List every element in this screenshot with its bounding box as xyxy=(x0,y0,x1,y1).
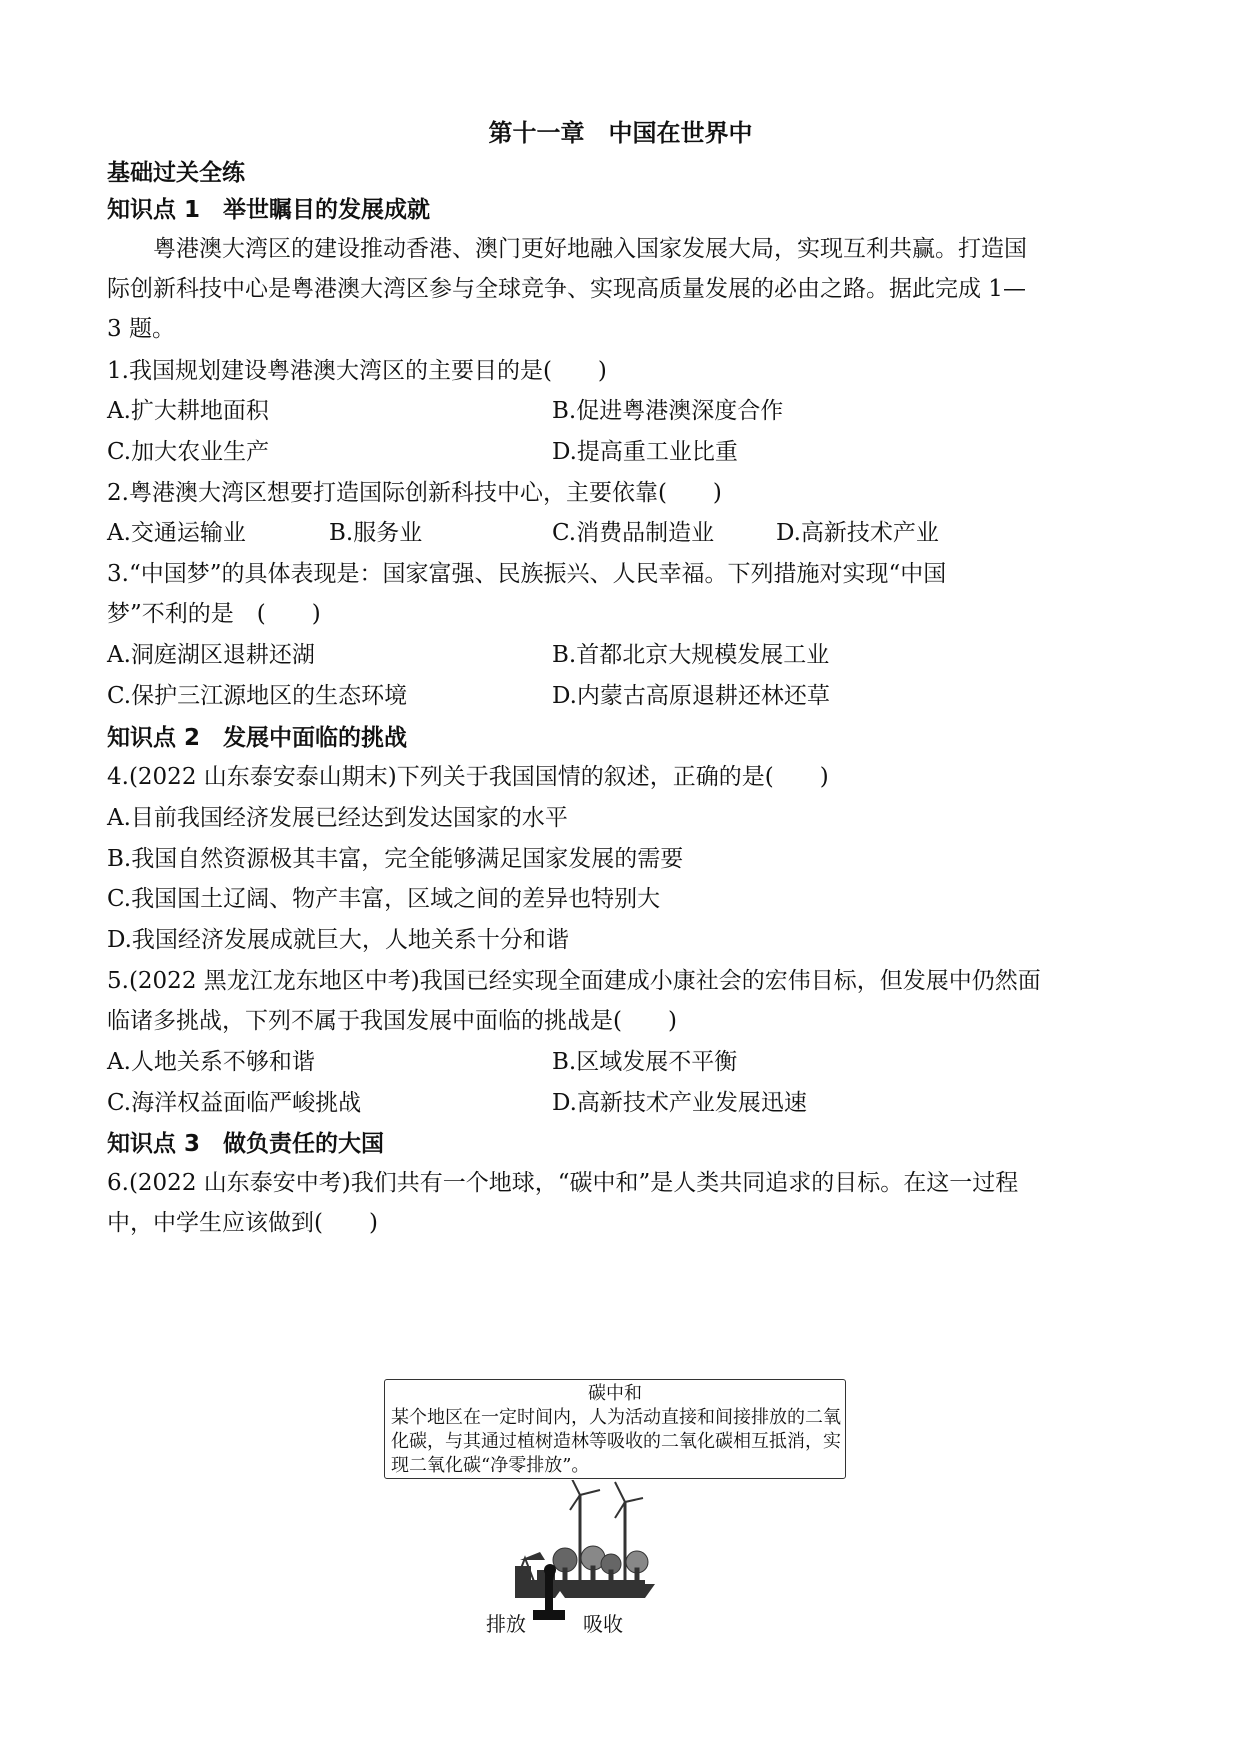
absorption-icons xyxy=(553,1480,648,1582)
q5-option-b[interactable]: B.区域发展不平衡 xyxy=(552,1049,738,1075)
q2-option-d[interactable]: D.高新技术产业 xyxy=(776,520,939,546)
section-heading: 基础过关全练 xyxy=(107,160,245,186)
definition-box-text: 某个地区在一定时间内，人为活动直接和间接排放的二氧化碳，与其通过植树造林等吸收的二氧化碳相互抵消，实现二氧化碳“净零排放”。 xyxy=(391,1407,841,1476)
chapter-title: 第十一章 中国在世界中 xyxy=(488,119,753,147)
carbon-neutral-definition-box xyxy=(384,1379,846,1479)
q1-option-d[interactable]: D.提高重工业比重 xyxy=(552,439,738,465)
absorption-label: 吸收 xyxy=(583,1612,623,1636)
q1-option-b[interactable]: B.促进粤港澳深度合作 xyxy=(552,398,784,424)
knowledge-point-3: 知识点 3 做负责任的大国 xyxy=(107,1131,385,1157)
scale-beam xyxy=(515,1580,645,1584)
emission-label: 排放 xyxy=(486,1612,526,1636)
q3-option-b[interactable]: B.首都北京大规模发展工业 xyxy=(552,642,830,668)
intro-line-1: 粤港澳大湾区的建设推动香港、澳门更好地融入国家发展大局，实现互利共赢。打造国 xyxy=(153,236,1027,262)
q4-option-a[interactable]: A.目前我国经济发展已经达到发达国家的水平 xyxy=(107,805,568,831)
question-1-stem: 1.我国规划建设粤港澳大湾区的主要目的是( ) xyxy=(107,358,607,384)
q5-option-d[interactable]: D.高新技术产业发展迅速 xyxy=(552,1090,807,1116)
q1-option-c[interactable]: C.加大农业生产 xyxy=(107,439,270,465)
question-6-stem-line-2: 中，中学生应该做到( ) xyxy=(107,1210,378,1236)
knowledge-point-1: 知识点 1 举世瞩目的发展成就 xyxy=(107,197,431,223)
q5-option-a[interactable]: A.人地关系不够和谐 xyxy=(107,1049,315,1075)
q4-option-b[interactable]: B.我国自然资源极其丰富，完全能够满足国家发展的需要 xyxy=(107,846,684,872)
q5-option-c[interactable]: C.海洋权益面临严峻挑战 xyxy=(107,1090,362,1116)
definition-box-title: 碳中和 xyxy=(588,1383,642,1404)
intro-line-2: 际创新科技中心是粤港澳大湾区参与全球竞争、实现高质量发展的必由之路。据此完成 1— xyxy=(107,276,1026,302)
intro-line-3: 3 题。 xyxy=(107,316,175,342)
question-2-stem: 2.粤港澳大湾区想要打造国际创新科技中心，主要依靠( ) xyxy=(107,480,722,506)
q3-option-d[interactable]: D.内蒙古高原退耕还林还草 xyxy=(552,683,830,709)
question-3-stem-line-1: 3.“中国梦”的具体表现是：国家富强、民族振兴、人民幸福。下列措施对实现“中国 xyxy=(107,561,947,587)
q3-option-c[interactable]: C.保护三江源地区的生态环境 xyxy=(107,683,408,709)
question-4-stem: 4.(2022 山东泰安泰山期末)下列关于我国国情的叙述，正确的是( ) xyxy=(107,764,829,790)
q1-option-a[interactable]: A.扩大耕地面积 xyxy=(107,398,269,424)
q2-option-b[interactable]: B.服务业 xyxy=(329,520,423,546)
question-5-stem-line-2: 临诸多挑战，下列不属于我国发展中面临的挑战是( ) xyxy=(107,1008,677,1034)
q3-option-a[interactable]: A.洞庭湖区退耕还湖 xyxy=(107,642,315,668)
question-6-stem-line-1: 6.(2022 山东泰安中考)我们共有一个地球，“碳中和”是人类共同追求的目标。在这一过程 xyxy=(107,1170,1019,1196)
right-pan xyxy=(555,1584,655,1598)
q4-option-c[interactable]: C.我国国土辽阔、物产丰富，区域之间的差异也特别大 xyxy=(107,886,661,912)
q4-option-d[interactable]: D.我国经济发展成就巨大，人地关系十分和谐 xyxy=(107,927,569,953)
knowledge-point-2: 知识点 2 发展中面临的挑战 xyxy=(107,725,408,751)
q2-option-c[interactable]: C.消费品制造业 xyxy=(552,520,715,546)
question-5-stem-line-1: 5.(2022 黑龙江龙东地区中考)我国已经实现全面建成小康社会的宏伟目标，但发展中仍然面 xyxy=(107,968,1041,994)
question-3-stem-line-2: 梦”不利的是 ( ) xyxy=(107,601,321,627)
carbon-balance-scale-figure xyxy=(515,1480,745,1620)
scale-pivot xyxy=(544,1564,556,1576)
q2-option-a[interactable]: A.交通运输业 xyxy=(107,520,246,546)
